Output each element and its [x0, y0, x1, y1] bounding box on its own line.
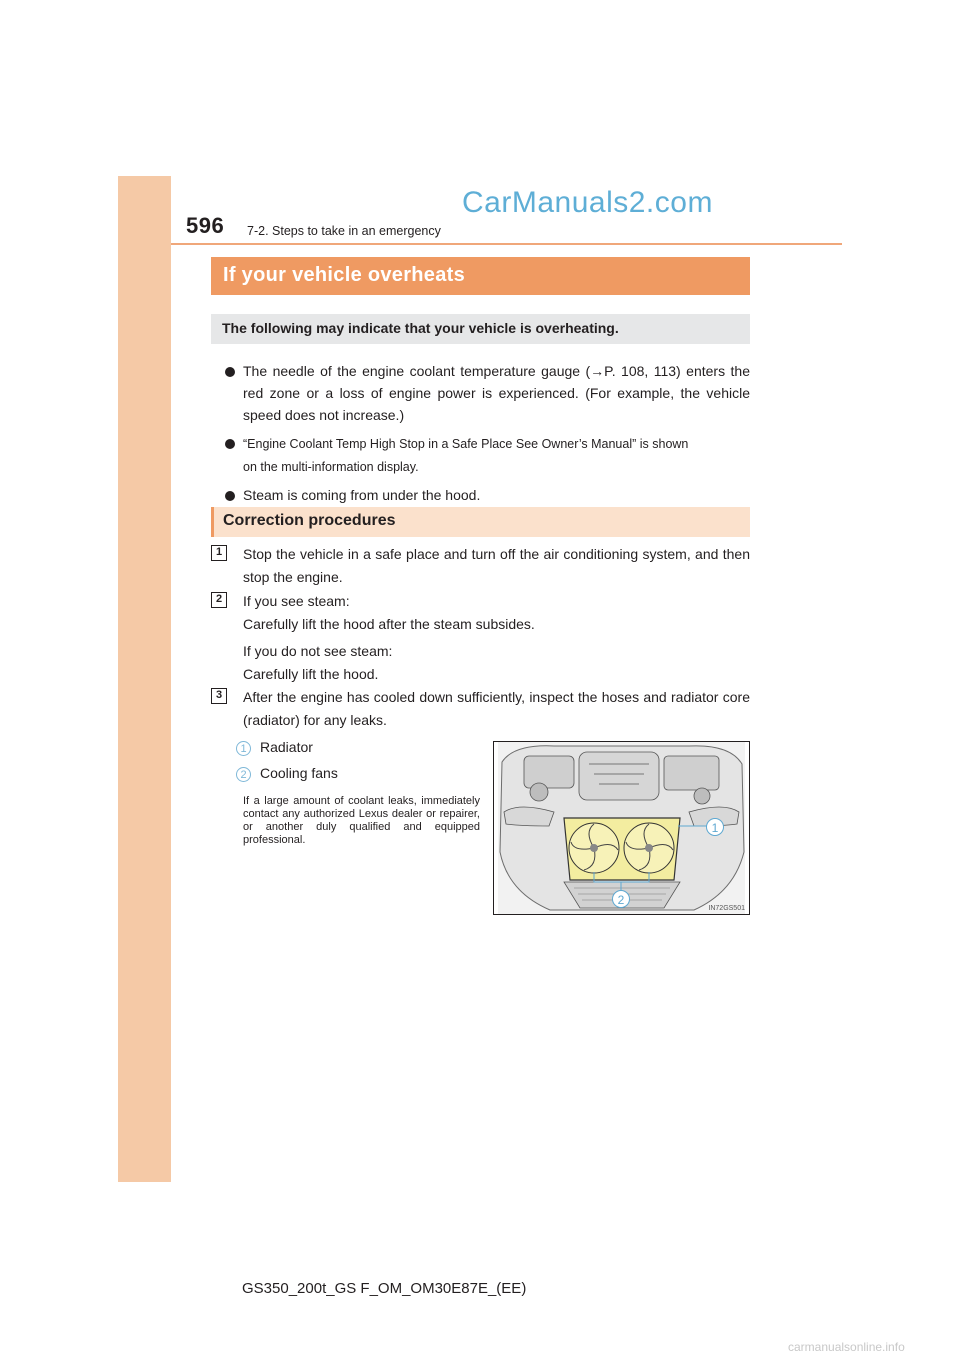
- watermark: CarManuals2.com: [462, 186, 713, 219]
- step-number: 3: [211, 688, 227, 704]
- callout-2-icon: 2: [236, 767, 251, 782]
- bullet-text: “Engine Coolant Temp High Stop in a Safe Place See Owner’s Manual” is shown: [243, 437, 689, 451]
- footer-code: GS350_200t_GS F_OM_OM30E87E_(EE): [242, 1280, 527, 1297]
- step-text: If you see steam:: [243, 593, 350, 609]
- step-text: Stop the vehicle in a safe place and turn off the air conditioning system, and then stop the engine.: [243, 546, 750, 585]
- bullet-text-continued: on the multi-information display.: [243, 460, 419, 474]
- bullet-icon: [225, 367, 235, 377]
- step-2: [211, 590, 750, 685]
- step-3: [211, 686, 750, 736]
- illustration-callout-1-icon: 1: [706, 818, 724, 836]
- list-item: [222, 360, 750, 426]
- intro-bar: [211, 314, 750, 344]
- step-text: Carefully lift the hood after the steam subsides.: [243, 616, 535, 632]
- illustration-code: IN72GS501: [708, 905, 745, 912]
- callout-1-icon: 1: [236, 741, 251, 756]
- step-1: [211, 543, 750, 593]
- note-text: If a large amount of coolant leaks, immediately contact any authorized Lexus dealer or repairer, or another duly qualified and equipped professional.: [243, 795, 480, 846]
- section-label: 7-2. Steps to take in an emergency: [247, 224, 441, 238]
- page-title: If your vehicle overheats: [223, 264, 466, 286]
- intro-text: The following may indicate that your vehicle is overheating.: [222, 320, 619, 336]
- list-item: [222, 484, 750, 506]
- engine-bay-illustration: [493, 741, 750, 915]
- illustration-callout-2-icon: 2: [612, 890, 630, 908]
- step-text: If you do not see steam:: [243, 643, 393, 659]
- page-title-bar: [211, 257, 750, 295]
- bullet-text: The needle of the engine coolant temperature gauge (→P. 108, 113) enters the red zone or a loss of engine power is experienced. (For example, the vehicle speed does not increase.): [243, 363, 750, 423]
- subheading-bar: [211, 507, 750, 537]
- callout-label-fans: Cooling fans: [260, 765, 338, 781]
- step-number: 2: [211, 592, 227, 608]
- bullet-icon: [225, 439, 235, 449]
- list-item: [222, 432, 750, 478]
- step-text: After the engine has cooled down sufficiently, inspect the hoses and radiator core (radiator) for any leaks.: [243, 689, 750, 728]
- bullet-text: Steam is coming from under the hood.: [243, 487, 481, 503]
- callout-label-radiator: Radiator: [260, 739, 313, 755]
- step-text: Carefully lift the hood.: [243, 666, 379, 682]
- page-number: 596: [186, 213, 225, 238]
- chapter-tab-band: [118, 176, 171, 1182]
- header-rule: [171, 243, 842, 245]
- footer-watermark: carmanualsonline.info: [788, 1340, 905, 1354]
- subheading: Correction procedures: [223, 512, 396, 529]
- bullet-icon: [225, 491, 235, 501]
- step-number: 1: [211, 545, 227, 561]
- symptom-list: [222, 360, 750, 512]
- subheading-accent: [211, 507, 214, 537]
